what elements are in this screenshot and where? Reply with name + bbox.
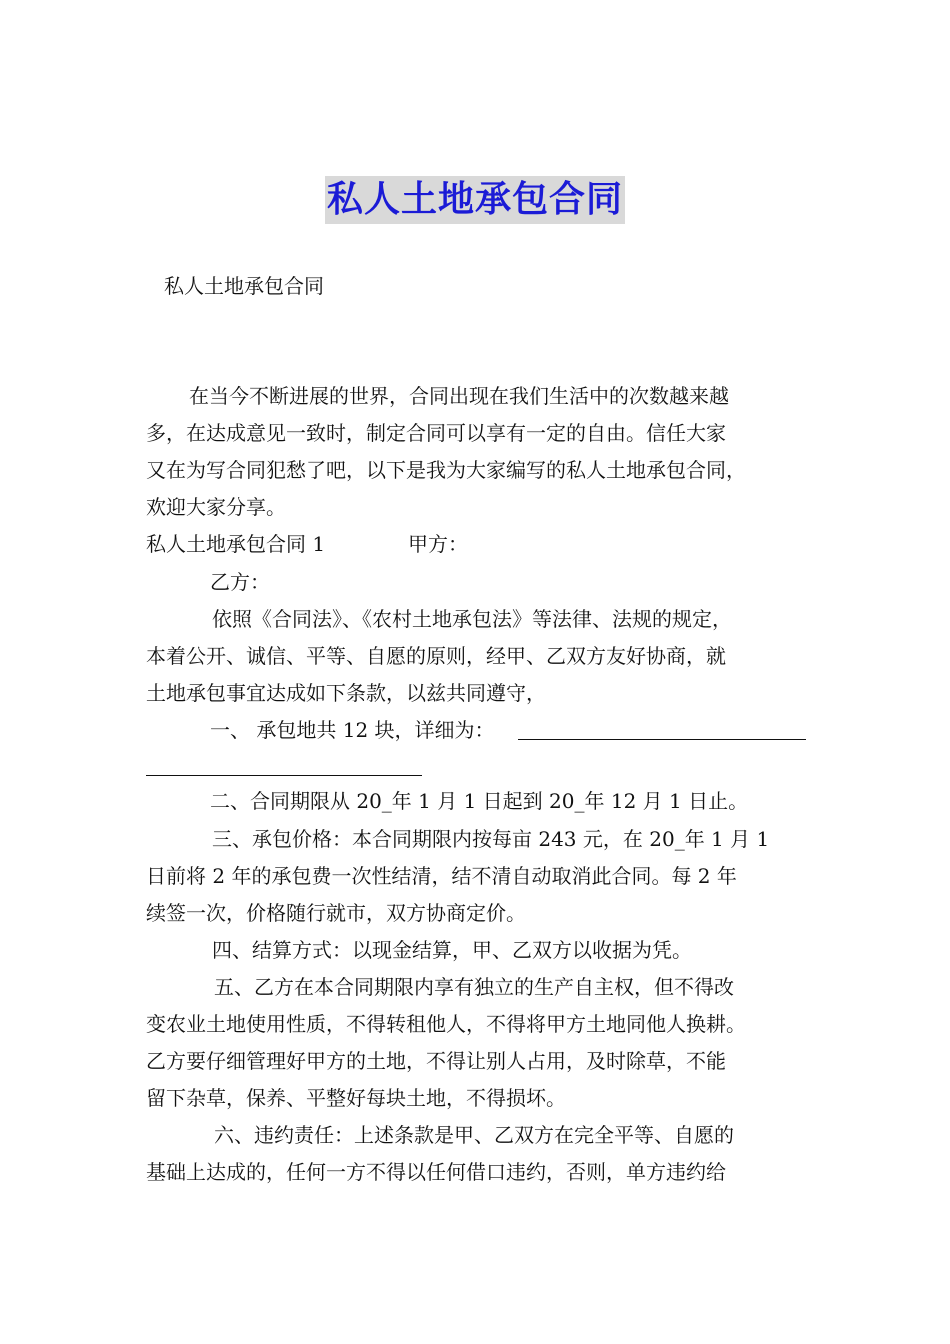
clause-3-line: 日前将 2 年的承包费一次性结清，结不清自动取消此合同。每 2 年 (146, 864, 737, 888)
preamble-line: 土地承包事宜达成如下条款，以兹共同遵守， (146, 681, 546, 705)
fill-in-blank (146, 775, 422, 776)
document-subtitle: 私人土地承包合同 (164, 274, 324, 298)
clause-3-line: 续签一次，价格随行就市，双方协商定价。 (146, 901, 526, 925)
contract-heading: 私人土地承包合同 1 (146, 532, 326, 556)
clause-2: 二、合同期限从 20_年 1 月 1 日起到 20_年 12 月 1 日止。 (210, 789, 749, 813)
clause-5-line: 变农业土地使用性质，不得转租他人，不得将甲方土地同他人换耕。 (146, 1012, 746, 1036)
intro-line: 多，在达成意见一致时，制定合同可以享有一定的自由。信任大家 (146, 421, 726, 445)
intro-line: 又在为写合同犯愁了吧，以下是我为大家编写的私人土地承包合同， (146, 458, 746, 482)
intro-line: 欢迎大家分享。 (146, 495, 286, 519)
clause-5-line: 乙方要仔细管理好甲方的土地，不得让别人占用，及时除草，不能 (146, 1049, 726, 1073)
title-container (0, 176, 950, 224)
document-title: 私人土地承包合同 (325, 176, 625, 224)
clause-5-line: 留下杂草，保养、平整好每块土地，不得损坏。 (146, 1086, 566, 1110)
preamble-line: 依照《合同法》、《农村土地承包法》等法律、法规的规定， (212, 607, 732, 631)
party-a-label: 甲方： (408, 532, 468, 556)
clause-4: 四、结算方式：以现金结算，甲、乙双方以收据为凭。 (212, 938, 692, 962)
preamble-line: 本着公开、诚信、平等、自愿的原则，经甲、乙双方友好协商，就 (146, 644, 726, 668)
party-b-label: 乙方： (210, 570, 270, 594)
clause-6-line: 基础上达成的，任何一方不得以任何借口违约，否则，单方违约给 (146, 1160, 726, 1184)
clause-1: 一、 承包地共 12 块，详细为： (210, 718, 495, 742)
clause-3-line: 三、承包价格：本合同期限内按每亩 243 元，在 20_年 1 月 1 (212, 827, 770, 851)
clause-5-line: 五、乙方在本合同期限内享有独立的生产自主权，但不得改 (214, 975, 734, 999)
clause-6-line: 六、违约责任：上述条款是甲、乙双方在完全平等、自愿的 (214, 1123, 734, 1147)
fill-in-blank (518, 739, 806, 740)
intro-line: 在当今不断进展的世界，合同出现在我们生活中的次数越来越 (189, 384, 729, 408)
